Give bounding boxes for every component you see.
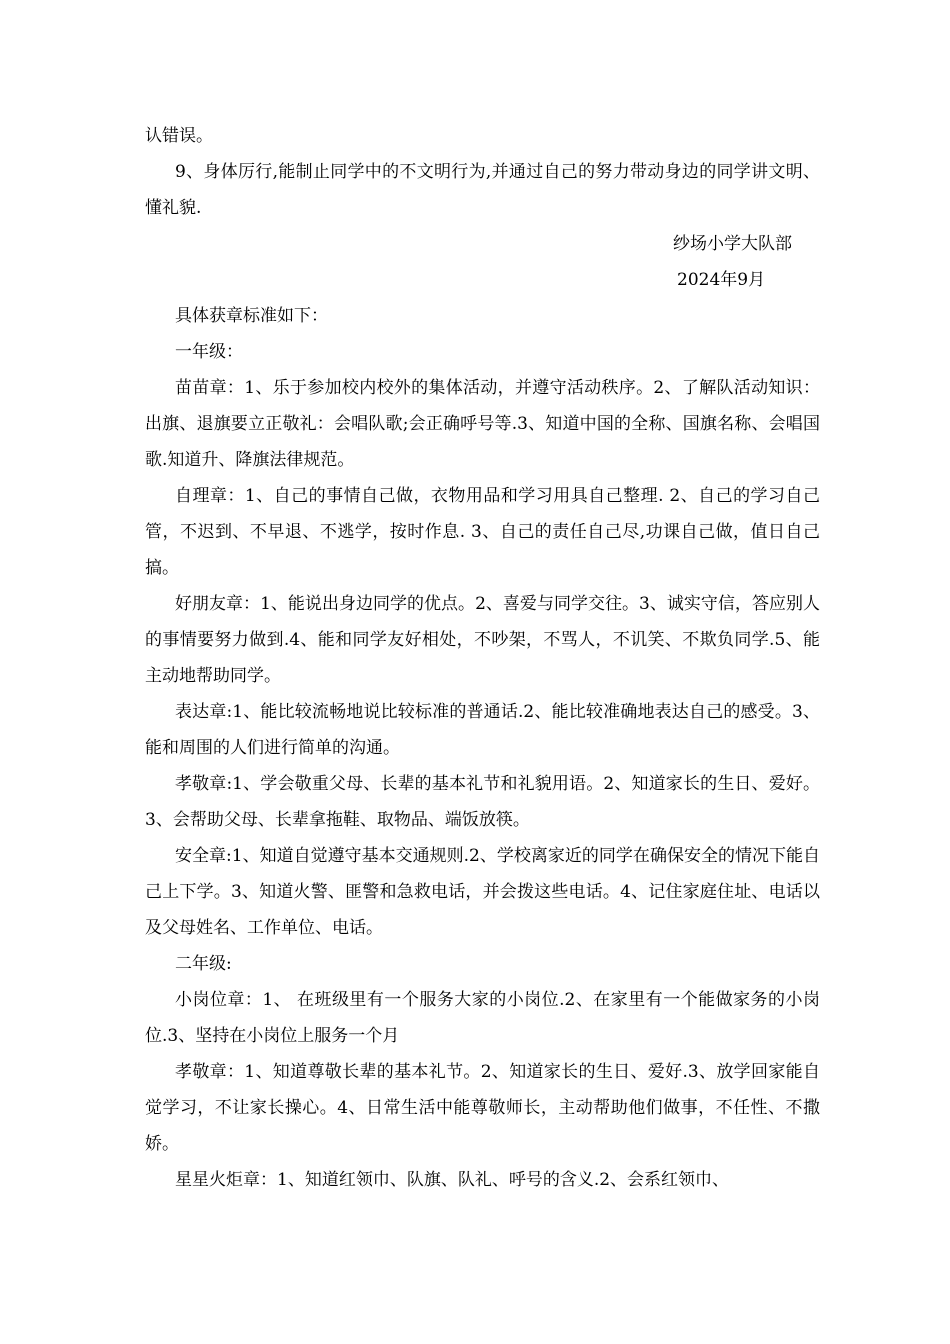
badge-haopengyou: 好朋友章：1、能说出身边同学的优点。2、喜爱与同学交往。3、诚实守信，答应别人的事情要努力做到.4、能和同学友好相处，不吵架，不骂人，不讥笑、不欺负同学.5、能主动地帮助同学。 <box>145 594 820 686</box>
signature-organization: 纱场小学大队部 <box>673 234 792 254</box>
signature-date: 2024年9月 <box>677 270 766 290</box>
document-page <box>145 118 820 1198</box>
badge-xiaojing-grade2: 孝敬章：1、知道尊敬长辈的基本礼节。2、知道家长的生日、爱好.3、放学回家能自觉学习，不让家长操心。4、日常生活中能尊敬师长，主动帮助他们做事，不任性、不撒娇。 <box>145 1062 820 1154</box>
grade1-heading: 一年级： <box>175 342 243 362</box>
badge-miaomiao: 苗苗章：1、乐于参加校内校外的集体活动，并遵守活动秩序。2、了解队活动知识：出旗、退旗要立正敬礼：会唱队歌;会正确呼号等.3、知道中国的全称、国旗名称、会唱国歌.知道升、降旗法律规范。 <box>145 378 820 470</box>
badge-anquan: 安全章:1、知道自觉遵守基本交通规则.2、学校离家近的同学在确保安全的情况下能自己上下学。3、知道火警、匪警和急救电话，并会拨这些电话。4、记住家庭住址、电话以及父母姓名、工作单位、电话。 <box>145 846 820 938</box>
paragraph-item-9: 9、身体厉行,能制止同学中的不文明行为,并通过自己的努力带动身边的同学讲文明、懂礼貌. <box>145 162 820 218</box>
badge-xiaogangwei: 小岗位章：1、 在班级里有一个服务大家的小岗位.2、在家里有一个能做家务的小岗位.3、坚持在小岗位上服务一个月 <box>145 990 820 1046</box>
grade2-heading: 二年级: <box>175 954 232 974</box>
badge-zili: 自理章：1、自己的事情自己做，衣物用品和学习用具自己整理. 2、自己的学习自己管，不迟到、不早退、不逃学，按时作息. 3、自己的责任自己尽,功课自己做，值日自己搞。 <box>145 486 820 578</box>
badge-xingxinghuoju: 星星火炬章：1、知道红领巾、队旗、队礼、呼号的含义.2、会系红领巾、 <box>175 1170 730 1190</box>
paragraph-continuation: 认错误。 <box>145 126 213 146</box>
badge-xiaojing-grade1: 孝敬章:1、学会敬重父母、长辈的基本礼节和礼貌用语。2、知道家长的生日、爱好。3、会帮助父母、长辈拿拖鞋、取物品、端饭放筷。 <box>145 774 820 830</box>
badge-biaoda: 表达章:1、能比较流畅地说比较标准的普通话.2、能比较准确地表达自己的感受。3、能和周围的人们进行简单的沟通。 <box>145 702 820 758</box>
intro-text: 具体获章标准如下： <box>175 306 328 326</box>
